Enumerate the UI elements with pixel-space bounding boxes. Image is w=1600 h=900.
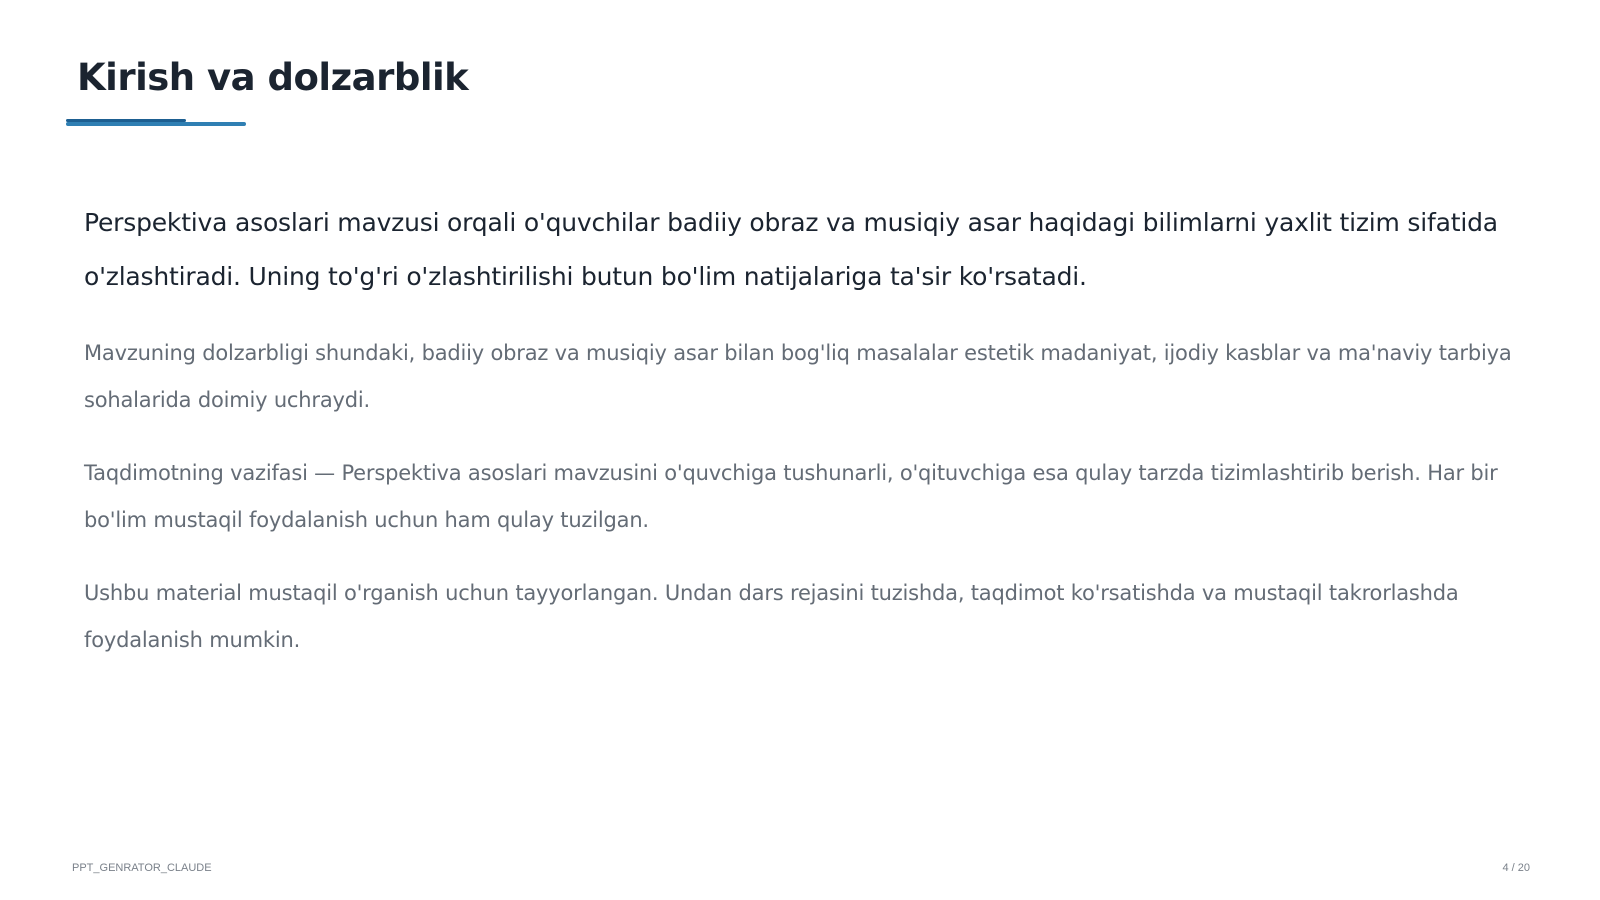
title-underline — [66, 122, 246, 126]
body-paragraph-1: Mavzuning dolzarbligi shundaki, badiiy obraz va musiqiy asar bilan bog'liq masalalar estetik madaniyat, ijodiy kasblar va ma'naviy tarbiya sohalarida doimiy uchraydi. — [84, 341, 1512, 412]
slide-title: Kirish va dolzarblik — [77, 56, 469, 99]
title-underline-accent — [66, 119, 186, 122]
body-paragraph-3: Ushbu material mustaqil o'rganish uchun tayyorlangan. Undan dars rejasini tuzishda, taqdimot ko'rsatishda va mustaqil takrorlashda foydalanish mumkin. — [84, 581, 1459, 652]
footer-brand: PPT_GENRATOR_CLAUDE — [72, 862, 212, 874]
body-paragraph-2: Taqdimotning vazifasi — Perspektiva asoslari mavzusini o'quvchiga tushunarli, o'qituvchiga esa qulay tarzda tizimlashtirib berish. Har bir bo'lim mustaqil foydalanish uchun ham qulay tuzilgan. — [84, 461, 1498, 532]
lead-paragraph: Perspektiva asoslari mavzusi orqali o'quvchilar badiiy obraz va musiqiy asar haqidagi bilimlarni yaxlit tizim sifatida o'zlashtiradi. Uning to'g'ri o'zlashtirilishi butun bo'lim natijalariga ta'sir ko'rsatadi. — [84, 208, 1498, 291]
page-number: 4 / 20 — [1502, 862, 1530, 874]
